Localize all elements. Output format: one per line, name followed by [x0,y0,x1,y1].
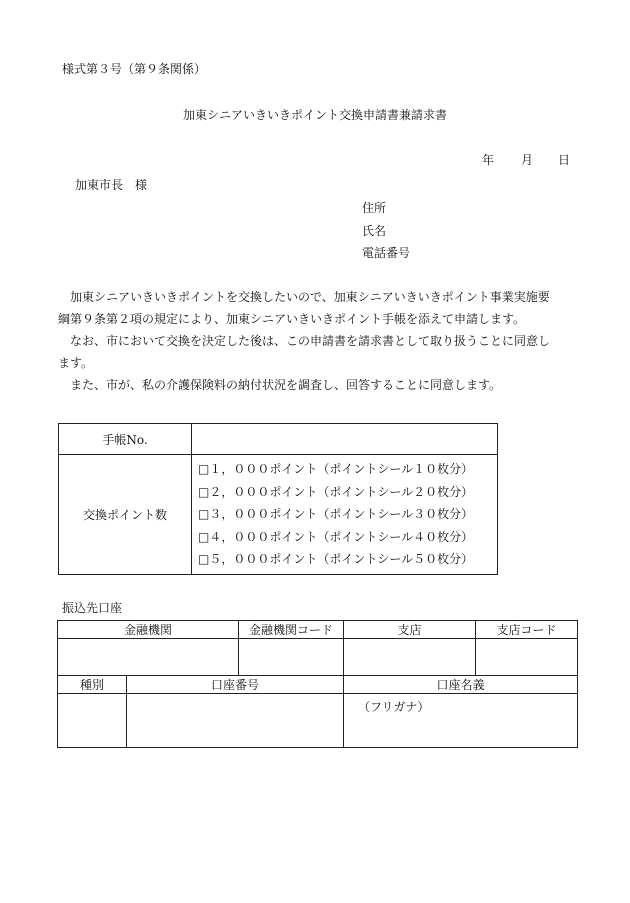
furigana-label: （フリガナ） [358,700,430,714]
exchange-points-options [192,455,498,575]
points-option-checkbox[interactable]: □５，０００ポイント（ポイントシール５０枚分） [198,552,474,566]
bank-name-field[interactable] [58,639,239,676]
notebook-number-field[interactable] [192,424,498,455]
branch-code-field[interactable] [476,639,578,676]
account-type-header: 種別 [58,676,127,694]
points-option-checkbox[interactable]: □１，０００ポイント（ポイントシール１０枚分） [198,462,474,476]
branch-code-header: 支店コード [476,621,578,639]
branch-field[interactable] [344,639,476,676]
branch-header: 支店 [344,621,476,639]
date-month-label: 月 [521,153,534,167]
bank-code-field[interactable] [239,639,344,676]
addressee: 加東市長 様 [75,178,148,192]
exchange-points-label: 交換ポイント数 [59,455,192,575]
account-holder-header: 口座名義 [344,676,578,694]
date-day-label: 日 [558,153,571,167]
points-option-checkbox[interactable]: □３，０００ポイント（ポイントシール３０枚分） [198,507,474,521]
account-holder-field[interactable] [344,694,578,748]
date-year-label: 年 [482,153,495,167]
document-title: 加東シニアいきいきポイント交換申請書兼請求書 [182,108,447,122]
statement-line: なお、市において交換を決定した後は、この申請書を請求書として取り扱うことに同意し [70,334,551,348]
statement-line: 加東シニアいきいきポイントを交換したいので、加東シニアいきいきポイント事業実施要 [70,290,550,304]
account-number-header: 口座番号 [127,676,344,694]
statement-line: 綱第９条第２項の規定により、加東シニアいきいきポイント手帳を添えて申請します。 [58,312,526,326]
form-number: 様式第３号（第９条関係） [62,62,207,76]
statement-line: また、市が、私の介護保険料の納付状況を調査し、回答することに同意します。 [70,378,502,392]
bank-section-title: 振込先口座 [62,601,123,615]
phone-label: 電話番号 [362,246,411,260]
name-label: 氏名 [362,224,387,238]
statement-line: ます。 [58,356,94,370]
points-table [58,423,498,575]
points-option-checkbox[interactable]: □２，０００ポイント（ポイントシール２０枚分） [198,484,474,499]
address-label: 住所 [362,201,387,215]
account-number-field[interactable] [127,694,344,748]
bank-code-header: 金融機関コード [239,621,344,639]
points-option-checkbox[interactable]: □４，０００ポイント（ポイントシール４０枚分） [198,529,474,544]
bank-account-table [57,620,578,748]
bank-name-header: 金融機関 [58,621,239,639]
application-statement [58,286,586,396]
notebook-number-label: 手帳No. [59,424,192,455]
account-type-field[interactable] [58,694,127,748]
